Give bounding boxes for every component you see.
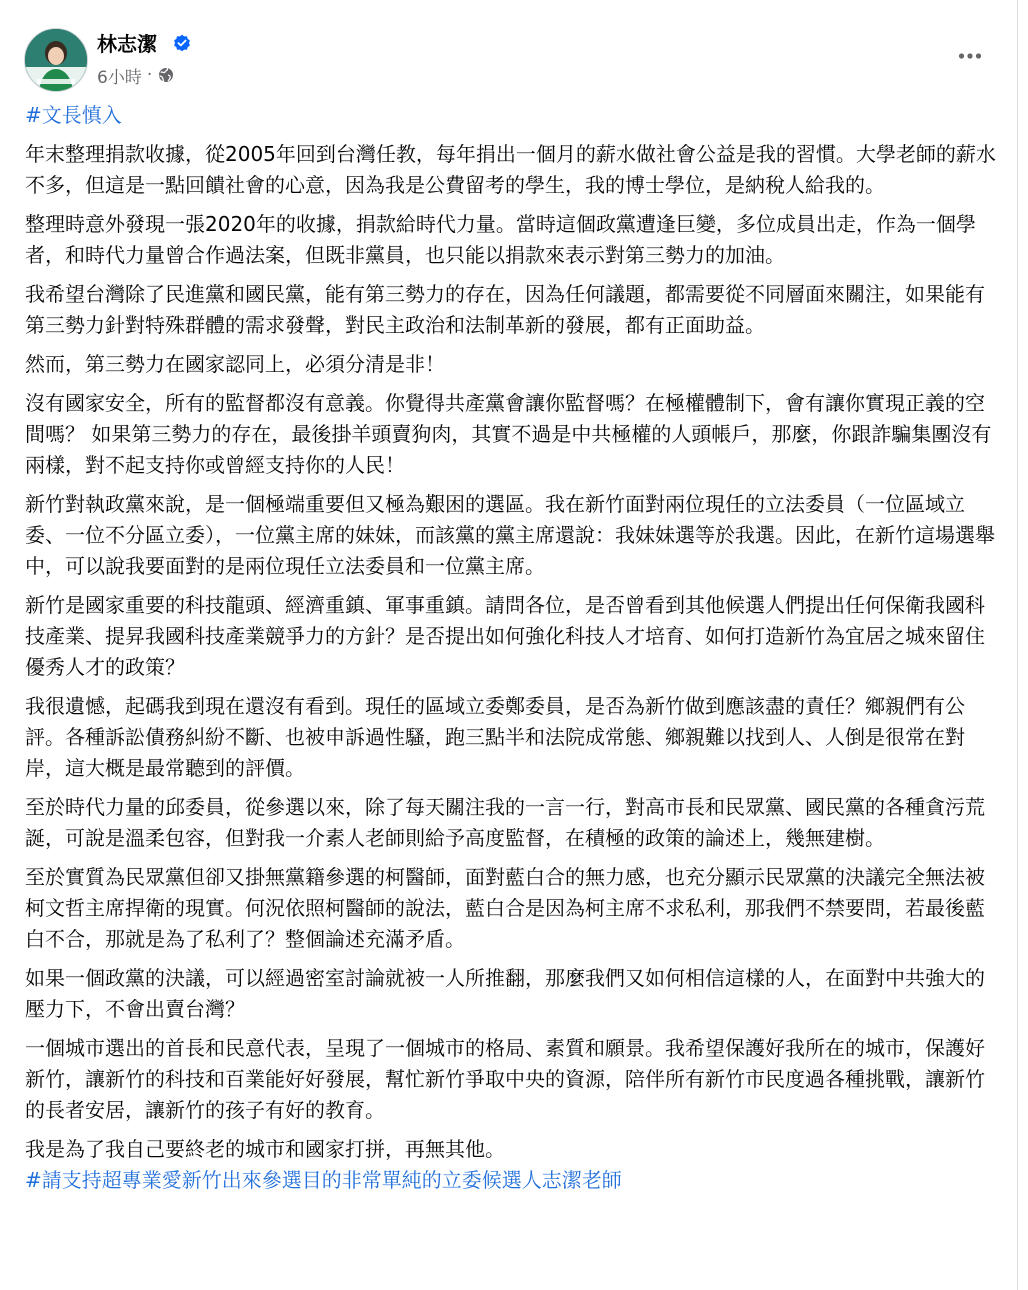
post-paragraph-2: 整理時意外發現一張2020年的收據，捐款給時代力量。當時這個政黨遭逢巨變，多位成員出走，作為一個學者，和時代力量曾合作過法案，但既非黨員，也只能以捐款來表示對第三勢力的加油。 xyxy=(25,212,976,267)
post-paragraph-5: 沒有國家安全，所有的監督都沒有意義。你覺得共產黨會讓你監督嗎？在極權體制下，會有讓你實現正義的空間嗎？ 如果第三勢力的存在，最後掛羊頭賣狗肉，其實不過是中共極權的人頭帳戶，那麼，你跟詐騙集團沒有兩樣，對不起支持你或曾經支持你的人民！ xyxy=(25,391,992,477)
verified-badge-icon xyxy=(173,34,191,52)
profile-photo-icon xyxy=(25,29,87,91)
post-meta xyxy=(97,64,174,86)
post-paragraph-11: 如果一個政黨的決議，可以經過密室討論就被一人所推翻，那麼我們又如何相信這樣的人，在面對中共強大的壓力下，不會出賣台灣？ xyxy=(25,966,985,1021)
post-paragraph-13: 我是為了我自己要終老的城市和國家打拼，再無其他。 xyxy=(25,1137,505,1161)
meta-separator: · xyxy=(146,65,153,85)
post-paragraph-6: 新竹對執政黨來說，是一個極端重要但又極為艱困的選區。我在新竹面對兩位現任的立法委員（一位區域立委、一位不分區立委），一位黨主席的妹妹，而該黨的黨主席還說：我妹妹選等於我選。因此，在新竹這場選舉中，可以說我要面對的是兩位現任立法委員和一位黨主席。 xyxy=(25,492,995,578)
post-header xyxy=(24,28,994,92)
post-paragraph-3: 我希望台灣除了民進黨和國民黨，能有第三勢力的存在，因為任何議題，都需要從不同層面來關注，如果能有第三勢力針對特殊群體的需求發聲，對民主政治和法制革新的發展，都有正面助益。 xyxy=(25,282,985,337)
post-timestamp[interactable]: 6小時 xyxy=(97,67,142,88)
globe-icon[interactable] xyxy=(158,67,174,83)
post-paragraph-12: 一個城市選出的首長和民意代表，呈現了一個城市的格局、素質和願景。我希望保護好我所在的城市，保護好新竹，讓新竹的科技和百業能好好發展，幫忙新竹爭取中央的資源，陪伴所有新竹市民度過各種挑戰，讓新竹的長者安居，讓新竹的孩子有好的教育。 xyxy=(25,1036,985,1122)
more-options-button[interactable] xyxy=(950,36,990,76)
post-paragraph-10: 至於實質為民眾黨但卻又掛無黨籍參選的柯醫師，面對藍白合的無力感，也充分顯示民眾黨的決議完全無法被柯文哲主席捍衛的現實。何況依照柯醫師的說法，藍白合是因為柯主席不求私利，那我們不禁要問，若最後藍白不合，那就是為了私利了？整個論述充滿矛盾。 xyxy=(25,865,985,951)
more-options-icon xyxy=(958,52,982,60)
hashtag-bottom-link[interactable]: #請支持超專業愛新竹出來參選目的非常單純的立委候選人志潔老師 xyxy=(25,1168,622,1192)
author-avatar[interactable] xyxy=(24,28,88,92)
post-paragraph-9: 至於時代力量的邱委員，從參選以來，除了每天關注我的一言一行，對高市長和民眾黨、國民黨的各種貪污荒誕，可說是溫柔包容，但對我一介素人老師則給予高度監督，在積極的政策的論述上，幾無建樹。 xyxy=(25,795,985,850)
post-paragraph-1: 年末整理捐款收據，從2005年回到台灣任教，每年捐出一個月的薪水做社會公益是我的習慣。大學老師的薪水不多，但這是一點回饋社會的心意，因為我是公費留考的學生，我的博士學位，是納稅人給我的。 xyxy=(25,142,996,197)
author-name[interactable]: 林志潔 xyxy=(97,32,157,56)
post-body xyxy=(25,100,997,1196)
post-paragraph-4: 然而，第三勢力在國家認同上，必須分清是非！ xyxy=(25,352,445,376)
hashtag-top-link[interactable]: #文長慎入 xyxy=(25,103,122,127)
post-paragraph-7: 新竹是國家重要的科技龍頭、經濟重鎮、軍事重鎮。請問各位，是否曾看到其他候選人們提出任何保衛我國科技產業、提昇我國科技產業競爭力的方針？是否提出如何強化科技人才培育、如何打造新竹為宜居之城來留住優秀人才的政策？ xyxy=(25,593,985,679)
post-paragraph-8: 我很遺憾，起碼我到現在還沒有看到。現任的區域立委鄭委員，是否為新竹做到應該盡的責任？鄉親們有公評。各種訴訟債務糾紛不斷、也被申訴過性騷，跑三點半和法院成常態、鄉親難以找到人、人倒是很常在對岸，這大概是最常聽到的評價。 xyxy=(25,694,965,780)
